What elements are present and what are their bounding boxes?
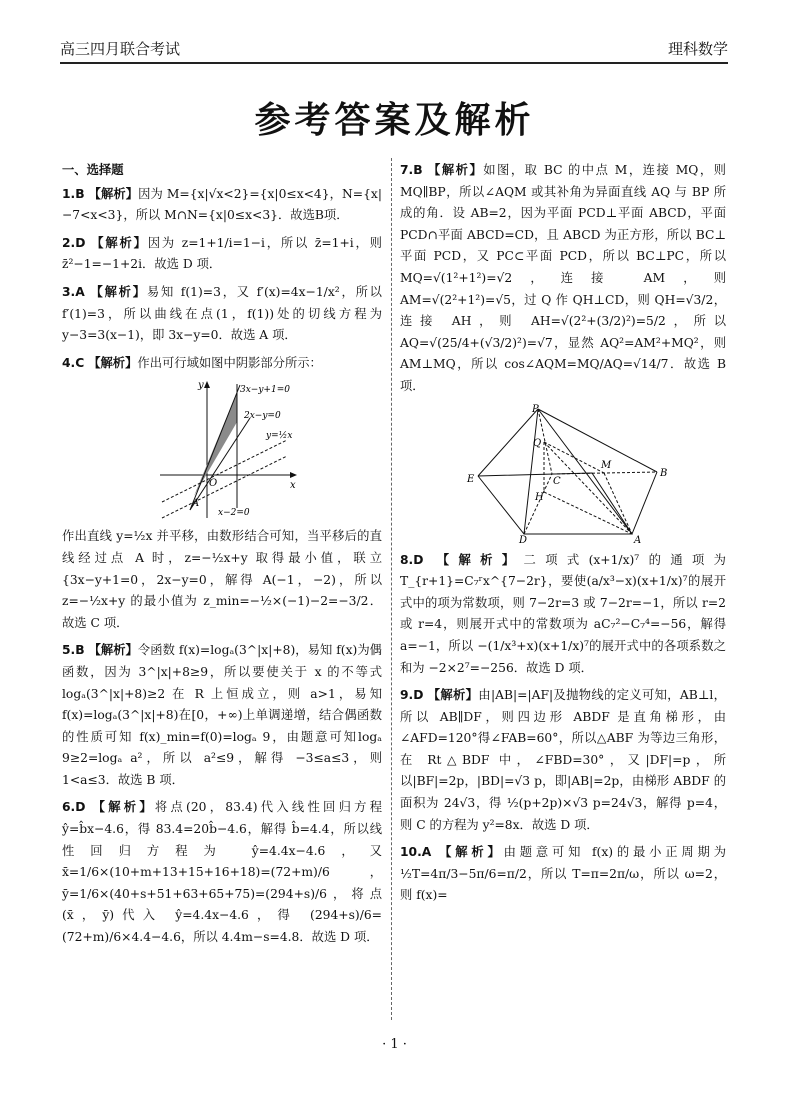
answer-9 [400,685,726,836]
answer-8 [400,550,726,680]
answer-text: 易知 f(1)=3，又 f′(x)=4x−1/x²，所以 f′(1)=3，所以曲线在点(1，f(1))处的切线方程为 y−3=3(x−1)，即 3x−y=0．故选 A 项． [62,284,382,343]
column-divider [391,158,392,1020]
y-axis-arrow [204,381,210,388]
edge-pd [524,409,538,534]
segment-ma [604,473,632,534]
analysis-tag: 【解析】 [436,552,524,567]
analysis-tag: 【解析】 [88,355,138,370]
line-3x-y+1 [190,385,240,510]
line-y-half-x [162,440,287,502]
answer-10 [400,842,726,907]
analysis-tag: 【解析】 [427,688,479,703]
label-origin: O [209,478,218,490]
label-q: Q [533,437,542,449]
edge-pb [538,409,657,472]
edge-pe [478,409,538,476]
answer-number: 10. [400,845,422,860]
label-d: D [519,534,528,544]
edge-pa [538,409,632,534]
analysis-tag: 【解析】 [88,186,139,201]
answer-choice: D [75,235,86,250]
label-h: H [535,491,544,503]
answer-number: 2. [62,235,76,250]
answer-text: 将点(20，83.4)代入线性回归方程 ŷ=b̂x−4.6，得 83.4=20b̂−4.6，解得 b̂=4.4，所以线性回归方程为 ŷ=4.4x−4.6，又 x̄=1/6×(10+m+13+15+16+18)=(72+m)/6，ȳ=1/6×(40+s+51+63+65+75)=(294+s)/6，将点(x̄，ȳ)代入 ŷ=4.4x−4.6，得 (294+s)/6=(72+m)/6×4.4−4.6，所以 4.4m−s=4.8．故选 D 项． [62,800,382,945]
answer-number: 7. [400,163,414,177]
answer-number: 5. [62,643,76,658]
answer-5 [62,640,382,791]
label-a: A [634,534,642,544]
answer-7 [400,160,726,398]
answer-number: 4. [62,355,76,370]
answer-text: 二项式(x+1/x)⁷的通项为 T_{r+1}=C₇ʳx^{7−2r}，要使(a/x³−x)(x+1/x)⁷的展开式中的项为常数项，则 7−2r=3 或 7−2r=−1，所以 r=2 或 r=4，则展开式中的常数项为 aC₇²−C₇⁴=−56，解得 a=−1，所以 −(1/x³+x)(x+1/x)⁷的展开式中的各项系数之和为 −2×2⁷=−256．故选 D 项． [400,552,726,675]
analysis-tag: 【解析】 [439,845,504,860]
answer-4 [62,353,382,375]
answer-text: 如图，取 BC 的中点 M，连接 MQ，则 MQ∥BP，所以∠AQM 或其补角为异面直线 AQ 与 BP 所成的角．设 AB=2，因为平面 PCD⊥平面 ABCD，平面 PCD∩平面 ABCD=CD，且 ABCD 为正方形，所以 BC⊥平面 PCD，又 PC⊂平面 PCD，所以 BC⊥PC，所以 MQ=√(1²+1²)=√2，连接 AM，则 AM=√(2²+1²)=√5，过 Q 作 QH⊥CD，则 QH=√3/2，连接 AH，则 AH=√(2²+(3/2)²)=5/2，所以 AQ=√(25/4+(√3/2)²)=√7，显然 AQ²=AM²+MQ²，则 AM⊥MQ，所以 cos∠AQM=MQ/AQ=√14/7．故选 B 项． [400,163,726,393]
answer-choice: C [75,355,85,370]
answer-number: 1. [62,186,76,201]
analysis-tag: 【解析】 [88,643,138,658]
analysis-tag: 【解析】 [90,284,147,299]
label-p: P [532,403,539,415]
label-line1: 3x−y+1=0 [240,385,290,396]
answer-number: 8. [400,552,414,567]
label-point-a: A [192,498,200,510]
edge-ba [632,472,657,534]
feasible-region-figure [152,380,302,520]
answer-6 [62,797,382,948]
answer-text: 由题意可知 f(x)的最小正周期为½T=4π/3−5π/6=π/2，所以 T=π=2π/ω，所以 ω=2，则 f(x)= [400,845,726,903]
answer-3 [62,282,382,347]
page-header [60,40,728,64]
segment-qa [544,442,632,534]
label-m: M [601,459,612,471]
answer-text: 因为 z=1+1/i=1−i，所以 z̄=1+i，则z̄²−1=−1+2i．故选 D 项． [62,235,382,272]
answer-number: 6. [62,800,76,815]
answer-4-continued: 作出直线 y=½x 并平移，由数形结合可知，当平移后的直线经过点 A 时，z=−½x+y 取得最小值，联立 {3x−y+1=0，2x−y=0，解得 A(−1，−2)，所以 z=−½x+y 的最小值为 z_min=−½×(−1)−2=−3/2．故选 C 项． [62,529,382,630]
edge-dc [524,474,552,534]
subject-name: 理科数学 [667,40,728,58]
pyramid-figure [462,404,672,544]
answer-choice: D [413,552,424,567]
label-x: x [290,480,296,492]
right-column [400,160,726,913]
analysis-tag: 【解析】 [92,800,155,815]
analysis-tag: 【解析】 [428,163,484,177]
left-column [62,160,382,955]
page-number: · 1 · [382,1037,407,1052]
label-b: B [660,467,668,479]
exam-name: 高三四月联合考试 [60,40,181,58]
answer-text: 因为 M={x|√x<2}={x|0≤x<4}，N={x|−7<x<3}，所以 M∩N={x|0≤x<3}．故选B项． [62,186,382,223]
answer-2 [62,233,382,276]
label-e: E [467,473,475,485]
answer-choice: D [413,688,424,703]
answer-choice: B [413,163,423,177]
label-line4: x−2=0 [218,508,250,519]
answer-number: 3. [62,284,76,299]
answer-text: 由|AB|=|AF|及抛物线的定义可知，AB⊥l，所以 AB∥DF，则四边形 ABDF 是直角梯形，由∠AFD=120°得∠FAB=60°，所以△ABF 为等边三角形，在 Rt△BDF 中，∠FBD=30°，又|DF|=p，所以|BF|=2p，|BD|=√3 p，即|AB|=2p，由梯形 ABDF 的面积为 24√3，得 ½(p+2p)×√3 p=24√3，解得 p=4，则 C 的方程为 y²=8x．故选 D 项． [400,688,726,832]
label-c: C [553,475,561,487]
answer-choice: A [421,845,432,860]
answer-choice: D [75,800,86,815]
analysis-tag: 【解析】 [91,235,148,250]
label-y: y [198,380,204,392]
answer-choice: B [75,643,85,658]
x-axis-arrow [290,472,297,478]
answer-number: 9. [400,688,414,703]
answer-text: 令函数 f(x)=logₐ(3^|x|+8)，易知 f(x)为偶函数，因为 3^|x|+8≥9，所以要使关于 x 的不等式 logₐ(3^|x|+8)≥2 在 R 上恒成立，则 a>1，易知 f(x)=logₐ(3^|x|+8)在[0，+∞)上单调递增，结合偶函数的性质可知 f(x)_min=f(0)=logₐ 9，由题意可知logₐ 9≥2=logₐ a²，所以 a²≤9，解得 −3≤a≤3，则 1<a≤3．故选 B 项． [62,643,382,787]
line-2x-y [190,418,250,510]
section-heading: 一、选择题 [62,163,124,177]
label-line2: 2x−y=0 [244,411,281,422]
answer-choice: B [75,186,85,201]
label-line3: y=½x [266,431,293,442]
page-title: 参考答案及解析 [254,100,535,141]
answer-text: 作出可行域如图中阴影部分所示： [137,355,322,370]
answer-1 [62,184,382,227]
answer-choice: A [75,284,85,299]
